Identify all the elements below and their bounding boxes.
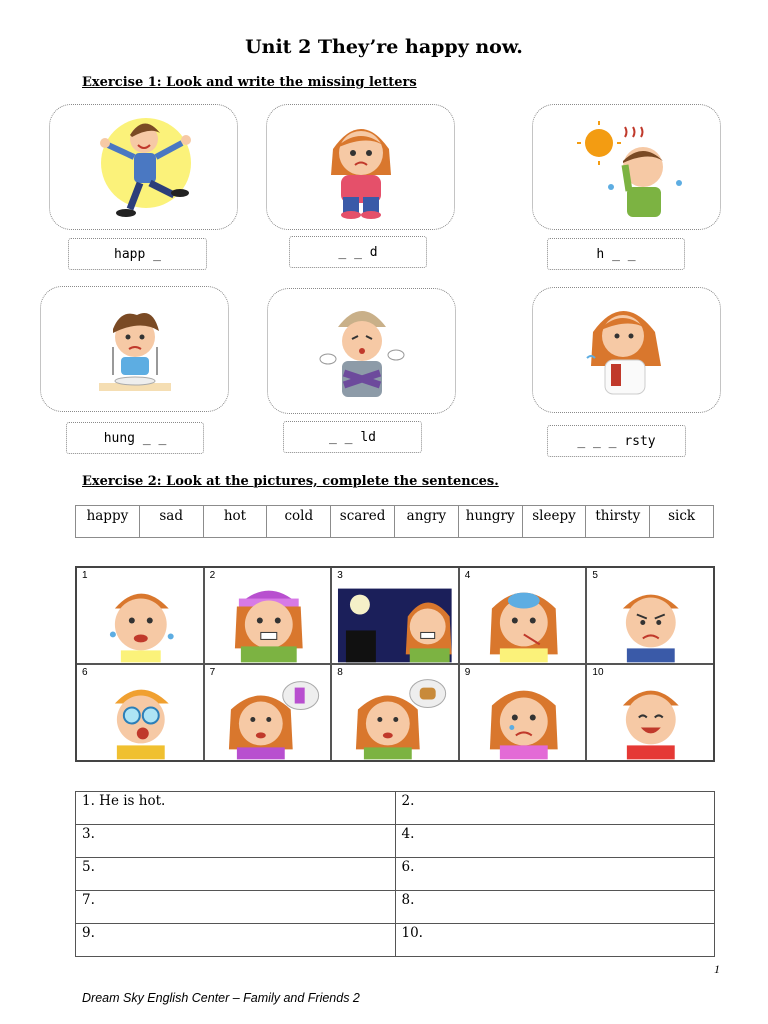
exercise-1-heading: Exercise 1: Look and write the missing letters xyxy=(82,75,417,90)
picture-number: 2 xyxy=(209,570,216,581)
answer-cell[interactable]: 1. He is hot. xyxy=(76,792,396,825)
word-bank-item: sleepy xyxy=(522,506,586,538)
picture-cell xyxy=(587,568,713,663)
answer-cell[interactable]: 10. xyxy=(395,924,715,957)
answer-box-hungry[interactable]: hung _ _ xyxy=(66,422,204,454)
answer-box-thirsty[interactable]: _ _ _ rsty xyxy=(547,425,686,457)
word-bank xyxy=(75,505,714,538)
answer-box-hot[interactable]: h _ _ xyxy=(547,238,685,270)
answer-cell[interactable]: 2. xyxy=(395,792,715,825)
thirsty-girl-face-illustration xyxy=(205,665,331,760)
scared-boy-glasses-illustration xyxy=(77,665,203,760)
word-bank-item: thirsty xyxy=(586,506,650,538)
picture-number: 1 xyxy=(82,570,88,581)
answer-box-happy[interactable]: happ _ xyxy=(68,238,207,270)
page-number: 1 xyxy=(714,962,720,976)
cold-man-illustration xyxy=(268,289,455,413)
sad-girl-illustration xyxy=(267,105,454,229)
answer-box-sad[interactable]: _ _ d xyxy=(289,236,427,268)
picture-cell xyxy=(587,665,713,760)
answer-cell[interactable]: 6. xyxy=(395,858,715,891)
sad-girl-face-illustration xyxy=(460,665,586,760)
cold-girl-face-illustration xyxy=(205,568,331,663)
picture-grid xyxy=(75,566,715,762)
picture-number: 10 xyxy=(592,667,604,678)
picture-cold xyxy=(267,288,456,414)
word-bank-item: sick xyxy=(650,506,714,538)
answers-table xyxy=(75,791,715,957)
scared-girl-night-illustration xyxy=(332,568,458,663)
picture-number: 3 xyxy=(337,570,343,581)
picture-sad xyxy=(266,104,455,230)
picture-cell xyxy=(77,665,203,760)
hot-boy-illustration xyxy=(533,105,720,229)
picture-number: 7 xyxy=(209,667,216,678)
hungry-boy-illustration xyxy=(41,287,228,411)
picture-number: 5 xyxy=(592,570,598,581)
happy-boy-face-illustration xyxy=(587,665,713,760)
picture-cell xyxy=(332,568,458,663)
hungry-girl-face-illustration xyxy=(332,665,458,760)
sick-girl-face-illustration xyxy=(460,568,586,663)
picture-happy xyxy=(49,104,238,230)
picture-number: 8 xyxy=(337,667,343,678)
picture-cell xyxy=(205,568,331,663)
word-bank-item: hungry xyxy=(458,506,522,538)
answer-cell[interactable]: 8. xyxy=(395,891,715,924)
picture-cell xyxy=(460,665,586,760)
answer-cell[interactable]: 7. xyxy=(76,891,396,924)
word-bank-item: sad xyxy=(139,506,203,538)
picture-cell xyxy=(205,665,331,760)
picture-number: 9 xyxy=(464,667,471,678)
page-title: Unit 2 They’re happy now. xyxy=(245,36,523,58)
word-bank-item: cold xyxy=(267,506,331,538)
answer-cell[interactable]: 4. xyxy=(395,825,715,858)
answer-cell[interactable]: 3. xyxy=(76,825,396,858)
thirsty-girl-illustration xyxy=(533,288,720,412)
answer-box-cold[interactable]: _ _ ld xyxy=(283,421,422,453)
word-bank-item: scared xyxy=(331,506,395,538)
picture-number: 6 xyxy=(82,667,88,678)
footer-text: Dream Sky English Center – Family and Friends 2 xyxy=(82,991,360,1005)
picture-cell xyxy=(332,665,458,760)
word-bank-item: hot xyxy=(203,506,267,538)
picture-number: 4 xyxy=(464,570,471,581)
picture-cell xyxy=(460,568,586,663)
picture-hungry xyxy=(40,286,229,412)
exercise-2-heading: Exercise 2: Look at the pictures, complete the sentences. xyxy=(82,474,499,489)
picture-hot xyxy=(532,104,721,230)
angry-boy-face-illustration xyxy=(587,568,713,663)
word-bank-item: angry xyxy=(394,506,458,538)
picture-cell xyxy=(77,568,203,663)
happy-boy-illustration xyxy=(50,105,237,229)
answer-cell[interactable]: 5. xyxy=(76,858,396,891)
answer-cell[interactable]: 9. xyxy=(76,924,396,957)
word-bank-item: happy xyxy=(76,506,140,538)
hot-boy-face-illustration xyxy=(77,568,203,663)
picture-thirsty xyxy=(532,287,721,413)
